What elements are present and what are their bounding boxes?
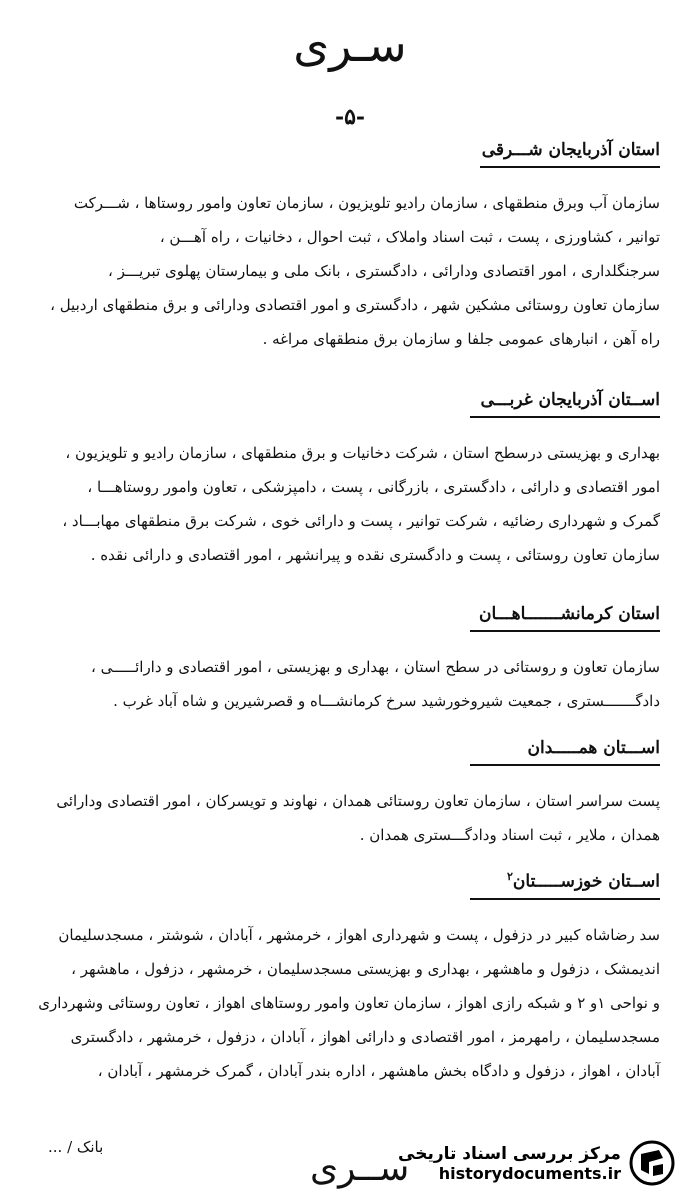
section-body — [30, 650, 660, 718]
section-body — [30, 784, 660, 852]
section-heading — [507, 870, 660, 892]
section-body — [30, 436, 660, 572]
section-hamedan — [30, 738, 660, 852]
body-line: سازمان تعاون و روستائی در سطح استان ، بهداری و بهزیستی ، امور اقتصادی و دارائـــــی ، — [91, 658, 660, 676]
body-line: سازمان تعاون روستائی ، پست و دادگستری نقده و پیرانشهر ، امور اقتصادی و دارائی نقده . — [90, 546, 660, 564]
section-kermanshah — [30, 604, 660, 718]
body-line: و نواحی ۱و ۲ و شبکه رازی اهواز ، سازمان تعاون وامور روستاهای اهواز ، تعاون روستائی وشهرداری — [38, 993, 660, 1012]
section-west-azerbaijan — [30, 390, 660, 572]
body-line: همدان ، ملایر ، ثبت اسناد ودادگـــستری همدان . — [359, 826, 660, 844]
body-line: سرجنگلداری ، امور اقتصادی ودارائی ، دادگستری ، بانک ملی و بیمارستان پهلوی تبریـــز ، — [108, 262, 660, 280]
watermark-title: مرکز بررسی اسناد تاریخی — [398, 1143, 621, 1164]
body-line: بهداری و بهزیستی درسطح استان ، شرکت دخانیات و برق منطقهای ، سازمان رادیو و تلویزیون ، — [65, 444, 660, 462]
section-body — [30, 918, 660, 1088]
section-heading: اســتان آذربایجان غربـــی — [480, 390, 660, 410]
body-line: سد رضاشاه کبیر در دزفول ، پست و شهرداری اهواز ، خرمشهر ، آبادان ، شوشتر ، مسجدسلیمان — [58, 925, 660, 944]
center-logo-icon — [629, 1140, 675, 1186]
watermark-text — [398, 1144, 621, 1183]
body-line: گمرک و شهرداری رضائیه ، شرکت توانیر ، پست و دارائی خوی ، شرکت برق منطقهای مهابـــاد ، — [62, 512, 660, 530]
classification-stamp-bottom: ســری — [310, 1148, 410, 1189]
body-line: سازمان آب وبرق منطقهای ، سازمان رادیو تلویزیون ، سازمان تعاون وامور روستاها ، شـــرکت — [73, 194, 660, 212]
watermark-url: historydocuments.ir — [438, 1163, 621, 1183]
section-khuzestan — [30, 870, 660, 1088]
page-number: -۵- — [334, 104, 366, 130]
archive-watermark — [398, 1137, 688, 1189]
body-line: توانیر ، کشاورزی ، پست ، ثبت اسناد واملاک ، ثبت احوال ، دخانیات ، راه آهـــن ، — [159, 228, 660, 246]
section-heading: اســـتان همـــــدان — [527, 738, 660, 758]
body-line: دادگـــــــستری ، جمعیت شیروخورشید سرخ کرمانشـــاه و قصرشیرین و شاه آباد غرب . — [113, 692, 660, 710]
section-heading-text: اســتان خوزســـــتان — [512, 871, 660, 892]
classification-stamp-top: سـری — [293, 18, 407, 72]
body-line: مسجدسلیمان ، رامهرمز ، امور اقتصادی و دارائی اهواز ، آبادان ، دزفول ، خرمشهر ، دادگستری — [70, 1027, 660, 1046]
heading-underline — [470, 630, 660, 632]
heading-underline — [470, 898, 660, 900]
body-line: پست سراسر استان ، سازمان تعاون روستائی همدان ، نهاوند و تویسرکان ، امور اقتصادی ودارائی — [56, 792, 660, 810]
heading-underline — [480, 166, 660, 168]
body-line: اندیمشک ، دزفول و ماهشهر ، بهداری و بهزیستی مسجدسلیمان ، خرمشهر ، دزفول ، ماهشهر ، — [71, 959, 660, 978]
heading-underline — [470, 764, 660, 766]
section-heading: استان آذربایجان شـــرقی — [481, 140, 660, 160]
section-heading: استان کرمانشـــــــاهـــان — [479, 604, 660, 624]
footnote-mark: ۲ — [506, 870, 513, 883]
heading-underline — [470, 416, 660, 418]
section-body — [30, 186, 660, 356]
section-east-azerbaijan — [30, 140, 660, 356]
body-line: راه آهن ، انبارهای عمومی جلفا و سازمان برق منطقهای مراغه . — [262, 330, 660, 348]
body-line: امور اقتصادی و دارائی ، دادگستری ، بازرگانی ، پست ، دامپزشکی ، تعاون وامور روستاهـــا ، — [87, 478, 660, 496]
body-line: سازمان تعاون روستائی مشکین شهر ، دادگستری و امور اقتصادی ودارائی و برق منطقهای اردبیل ، — [50, 296, 660, 314]
continuation-text: بانک / ... — [48, 1138, 104, 1156]
body-line: آبادان ، اهواز ، دزفول و دادگاه بخش ماهشهر ، اداره بندر آبادان ، گمرک خرمشهر ، آبادان ، — [97, 1061, 660, 1080]
